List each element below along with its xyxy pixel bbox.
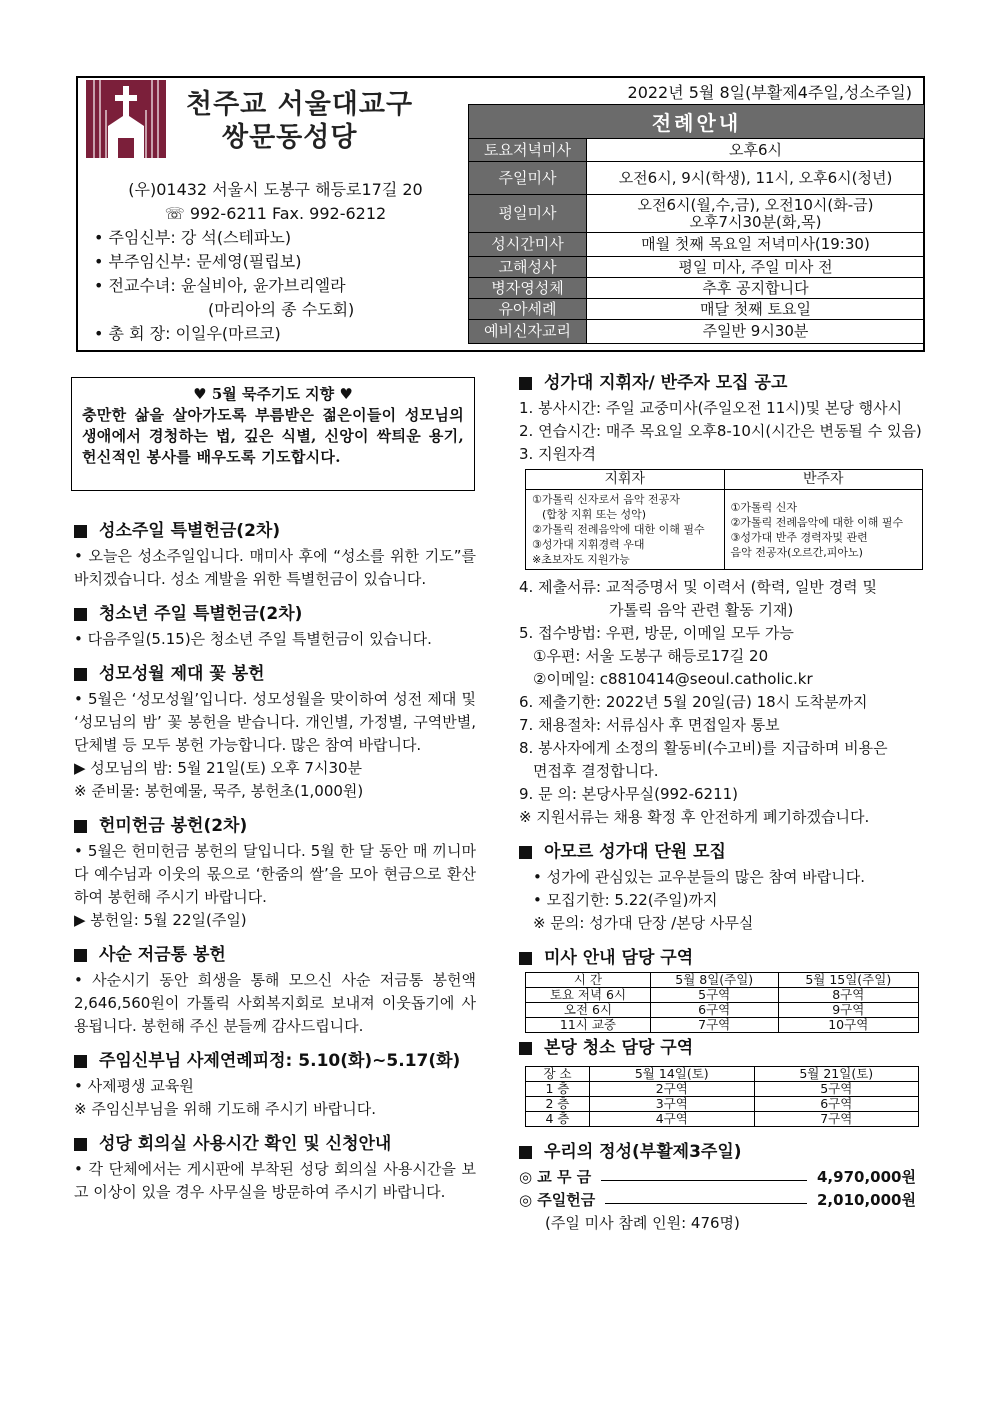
staff-president: • 총 회 장: 이일우(마르코) [94,324,281,343]
conductor-qualifications: ①가톨릭 신자로서 음악 전공자 (합창 지휘 또는 성악) ②가톨릭 전례음악에 대한 이해 필수 ③성가대 지휘경력 우대 ※초보자도 지원가능 [526,490,725,570]
square-bullet-icon [74,1138,87,1151]
table-row: 2 층 3구역 6구역 [526,1097,919,1112]
section-heading: 아모르 성가대 단원 모집 [519,841,927,864]
section-heading: 우리의 정성(부활제3주일) [519,1141,927,1164]
section-line: • 성가에 관심있는 교우분들의 많은 참여 바랍니다. [533,868,866,886]
liturgy-label: 성시간미사 [469,233,587,257]
section-heading: 미사 안내 담당 구역 [519,947,927,970]
section-line: 8. 봉사자에게 소정의 활동비(수고비)를 지급하며 비용은 [519,739,888,757]
right-column [519,372,927,1235]
staff-sisters: • 전교수녀: 윤실비아, 윤가브리엘라 [94,276,346,295]
section-line: ※ 문의: 성가대 단장 /본당 사무실 [533,914,754,932]
square-bullet-icon [74,668,87,681]
parish-name [186,88,413,154]
section-text: • 각 단체에서는 게시판에 부착된 성당 회의실 사용시간을 보고 이상이 있을 경우 사무실을 방문하여 주시기 바랍니다. [74,1160,476,1201]
table-row: 11시 교중 7구역 10구역 [526,1018,919,1033]
accompanist-qualifications: ①가톨릭 신자 ②가톨릭 전례음악에 대한 이해 필수 ③성가대 반주 경력자및 관련 음악 전공자(오르간,피아노) [724,490,923,570]
table-header: 5월 15일(주일) [778,973,918,988]
offering-value: 4,970,000원 [817,1168,916,1186]
square-bullet-icon [74,820,87,833]
left-column [74,508,476,1204]
cleaning-table [525,1066,919,1127]
liturgy-label: 예비신자교리 [469,320,587,344]
liturgy-value: 매월 첫째 목요일 저녁미사(19:30) [587,233,925,257]
liturgy-label: 병자영성체 [469,278,587,299]
liturgy-value: 추후 공지합니다 [587,278,925,299]
church-logo-icon [86,80,166,158]
section-line: 3. 지원자격 [519,445,597,463]
section-heading: 성소주일 특별헌금(2차) [74,520,476,543]
section-line: ※ 준비물: 봉헌예물, 묵주, 봉헌초(1,000원) [74,782,364,800]
weekday-line1: 오전6시(월,수,금), 오전10시(화-금) [637,195,874,214]
section-line: 7. 채용절차: 서류심사 후 면접일자 통보 [519,716,780,734]
section-line: 6. 제출기한: 2022년 5월 20일(금) 18시 도착분까지 [519,693,868,711]
header-box [76,76,925,352]
table-header: 5월 21일(토) [754,1067,919,1082]
parish-name-line1: 천주교 서울대교구 [186,89,414,120]
section-line: 4. 제출서류: 교적증명서 및 이력서 (학력, 일반 경력 및 [519,578,877,596]
offering-value: 2,010,000원 [817,1191,916,1209]
square-bullet-icon [519,846,532,859]
table-header: 5월 8일(주일) [650,973,778,988]
section-line: ▶ 봉헌일: 5월 22일(주일) [74,911,247,929]
section-line: 가톨릭 음악 관련 활동 기재) [609,601,794,619]
section-line: 면접후 결정합니다. [533,762,659,780]
liturgy-value: 매달 첫째 토요일 [587,299,925,320]
bulletin-date: 2022년 5월 8일(부활제4주일,성소주일) [627,83,912,102]
table-row: 1 층 2구역 5구역 [526,1082,919,1097]
liturgy-value: 오전6시, 9시(학생), 11시, 오후6시(청년) [587,162,925,195]
phone-fax: ☏ 992-6211 Fax. 992-6212 [164,204,387,223]
section-line: • 사제평생 교육원 [74,1077,194,1095]
weekday-line2: 오후7시30분(화,목) [689,212,822,231]
table-row: 오전 6시 6구역 9구역 [526,1003,919,1018]
section-text: • 5월은 헌미헌금 봉헌의 달입니다. 5월 한 달 동안 매 끼니마다 예수님과 이웃의 몫으로 ‘한줌의 쌀’을 모아 현금으로 환산하여 봉헌해 주시기 바랍니다. [74,842,476,906]
section-text: • 다음주일(5.15)은 청소년 주일 특별헌금이 있습니다. [74,630,432,648]
qualification-header: 반주자 [724,470,923,490]
liturgy-label: 고해성사 [469,257,587,278]
offering-row [519,1189,927,1212]
section-line: 1. 봉사시간: 주일 교중미사(주일오전 11시)및 본당 행사시 [519,399,903,417]
liturgy-label: 주일미사 [469,162,587,195]
section-heading: 성가대 지휘자/ 반주자 모집 공고 [519,372,927,395]
liturgy-label: 유아세례 [469,299,587,320]
section-line: 9. 문 의: 본당사무실(992-6211) [519,785,739,803]
section-line: 5. 접수방법: 우편, 방문, 이메일 모두 가능 [519,624,794,642]
liturgy-value-weekday [587,195,925,233]
liturgy-label: 토요저녁미사 [469,139,587,162]
section-heading: 성모성월 제대 꽃 봉헌 [74,663,476,686]
leader-line [601,1166,807,1181]
staff-assistant: • 부주임신부: 문세영(필립보) [94,252,302,271]
section-line: ▶ 성모님의 밤: 5월 21일(토) 오후 7시30분 [74,759,363,777]
section-text: • 오늘은 성소주일입니다. 매미사 후에 “성소를 위한 기도”를 바치겠습니다. 성소 계발을 위한 특별헌금이 있습니다. [74,547,476,588]
rosary-intention-text: 충만한 삶을 살아가도록 부름받은 젊은이들이 성모님의 생애에서 경청하는 법, 깊은 식별, 신앙이 싹틔운 용기, 헌신적인 봉사를 배우도록 기도합시다. [82,406,464,466]
qualification-table [525,469,923,570]
table-row: 4 층 4구역 7구역 [526,1112,919,1127]
address: (우)01432 서울시 도봉구 해등로17길 20 [128,180,423,199]
staff-pastor: • 주임신부: 강 석(스테파노) [94,228,292,247]
parish-logo [86,80,166,158]
square-bullet-icon [74,525,87,538]
table-header: 장 소 [526,1067,590,1082]
rosary-intention-box [71,377,475,491]
section-line: ②이메일: c8810414@seoul.catholic.kr [533,670,813,688]
section-heading: 사순 저금통 봉헌 [74,944,476,967]
section-heading: 성당 회의실 사용시간 확인 및 신청안내 [74,1133,476,1156]
liturgy-value: 오후6시 [587,139,925,162]
section-line: ①우편: 서울 도봉구 해등로17길 20 [533,647,769,665]
offering-row [519,1166,927,1189]
square-bullet-icon [519,1042,532,1055]
section-heading: 청소년 주일 특별헌금(2차) [74,603,476,626]
square-bullet-icon [519,952,532,965]
section-heading: 본당 청소 담당 구역 [519,1037,927,1060]
parish-name-line2: 쌍문동성당 [222,122,358,153]
offering-label: ◎ 주일헌금 [519,1191,596,1209]
table-row: 토요 저녁 6시 5구역 8구역 [526,988,919,1003]
section-line: ※ 주임신부님을 위해 기도해 주시기 바랍니다. [74,1100,376,1118]
liturgy-table [468,104,925,344]
address-block [88,178,463,346]
table-header: 시 간 [526,973,651,988]
square-bullet-icon [74,949,87,962]
square-bullet-icon [74,1055,87,1068]
section-text: • 5월은 ‘성모성월’입니다. 성모성월을 맞이하여 성전 제대 및 ‘성모님의 밤’ 꽃 봉헌을 받습니다. 개인별, 가정별, 구역반별, 단체별 등 모두 봉헌 가능합니다. 많은 참여 바랍니다. [74,690,476,754]
section-heading: 주임신부님 사제연례피정: 5.10(화)~5.17(화) [74,1050,476,1073]
mass-guide-table [525,972,919,1033]
section-line: • 모집기한: 5.22(주일)까지 [533,891,718,909]
attendance-note: (주일 미사 참례 인원: 476명) [545,1214,740,1232]
offering-label: ◎ 교 무 금 [519,1168,592,1186]
square-bullet-icon [519,1146,532,1159]
square-bullet-icon [74,608,87,621]
square-bullet-icon [519,377,532,390]
section-heading: 헌미헌금 봉헌(2차) [74,815,476,838]
rosary-intention-title: ♥ 5월 묵주기도 지향 ♥ [193,385,353,403]
leader-line [605,1189,807,1204]
liturgy-value: 평일 미사, 주일 미사 전 [587,257,925,278]
staff-sisters-order: (마리아의 종 수도회) [208,300,355,319]
section-line: 2. 연습시간: 매주 목요일 오후8-10시(시간은 변동될 수 있음) [519,422,922,440]
liturgy-title: 전례안내 [469,105,925,139]
liturgy-label: 평일미사 [469,195,587,233]
qualification-header: 지휘자 [526,470,725,490]
liturgy-value: 주일반 9시30분 [587,320,925,344]
section-line: ※ 지원서류는 채용 확정 후 안전하게 폐기하겠습니다. [519,808,870,826]
section-text: • 사순시기 동안 희생을 통해 모으신 사순 저금통 봉헌액 2,646,560원이 가톨릭 사회복지회로 보내져 이웃돕기에 사용됩니다. 봉헌해 주신 분들께 감사드립니다. [74,971,476,1035]
table-header: 5월 14일(토) [590,1067,754,1082]
